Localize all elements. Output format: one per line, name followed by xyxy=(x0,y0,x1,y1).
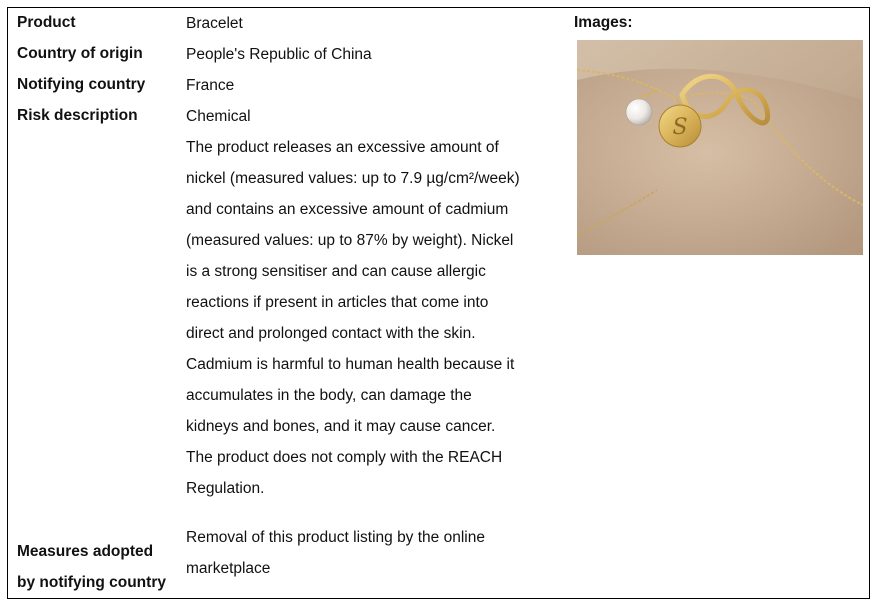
risk-text-line: nickel (measured values: up to 7.9 µg/cm²/week) xyxy=(186,170,520,187)
notifying-country-value: France xyxy=(186,77,235,94)
images-label: Images: xyxy=(574,14,633,31)
product-photo xyxy=(577,40,863,255)
risk-text-line: and contains an excessive amount of cadmium xyxy=(186,201,509,218)
risk-text-line: Regulation. xyxy=(186,480,265,497)
risk-description-label: Risk description xyxy=(17,107,138,124)
risk-text-line: accumulates in the body, can damage the xyxy=(186,387,472,404)
risk-text-line: direct and prolonged contact with the skin. xyxy=(186,325,476,342)
country-of-origin-label: Country of origin xyxy=(17,45,143,62)
bracelet-photo-image xyxy=(577,40,863,255)
measures-label-line2: by notifying country xyxy=(17,574,166,591)
measures-label-line1: Measures adopted xyxy=(17,543,154,560)
risk-text-line: reactions if present in articles that come into xyxy=(186,294,489,311)
measures-value-line2: marketplace xyxy=(186,560,271,577)
risk-text-line: The product does not comply with the REACH xyxy=(186,449,503,466)
product-value: Bracelet xyxy=(186,15,243,32)
risk-text-line: (measured values: up to 87% by weight). Nickel xyxy=(186,232,514,249)
product-label: Product xyxy=(17,14,76,31)
notifying-country-label: Notifying country xyxy=(17,76,146,93)
pendant-letter: S xyxy=(672,115,688,140)
risk-text-line: The product releases an excessive amount of xyxy=(186,139,499,156)
risk-text-line: kidneys and bones, and it may cause cancer. xyxy=(186,418,496,435)
measures-value-line1: Removal of this product listing by the online xyxy=(186,529,485,546)
risk-description-text xyxy=(186,132,536,504)
country-of-origin-value: People's Republic of China xyxy=(186,46,372,63)
risk-text-line: is a strong sensitiser and can cause allergic xyxy=(186,263,486,280)
risk-type-value: Chemical xyxy=(186,108,251,125)
risk-text-line: Cadmium is harmful to human health because it xyxy=(186,356,515,373)
